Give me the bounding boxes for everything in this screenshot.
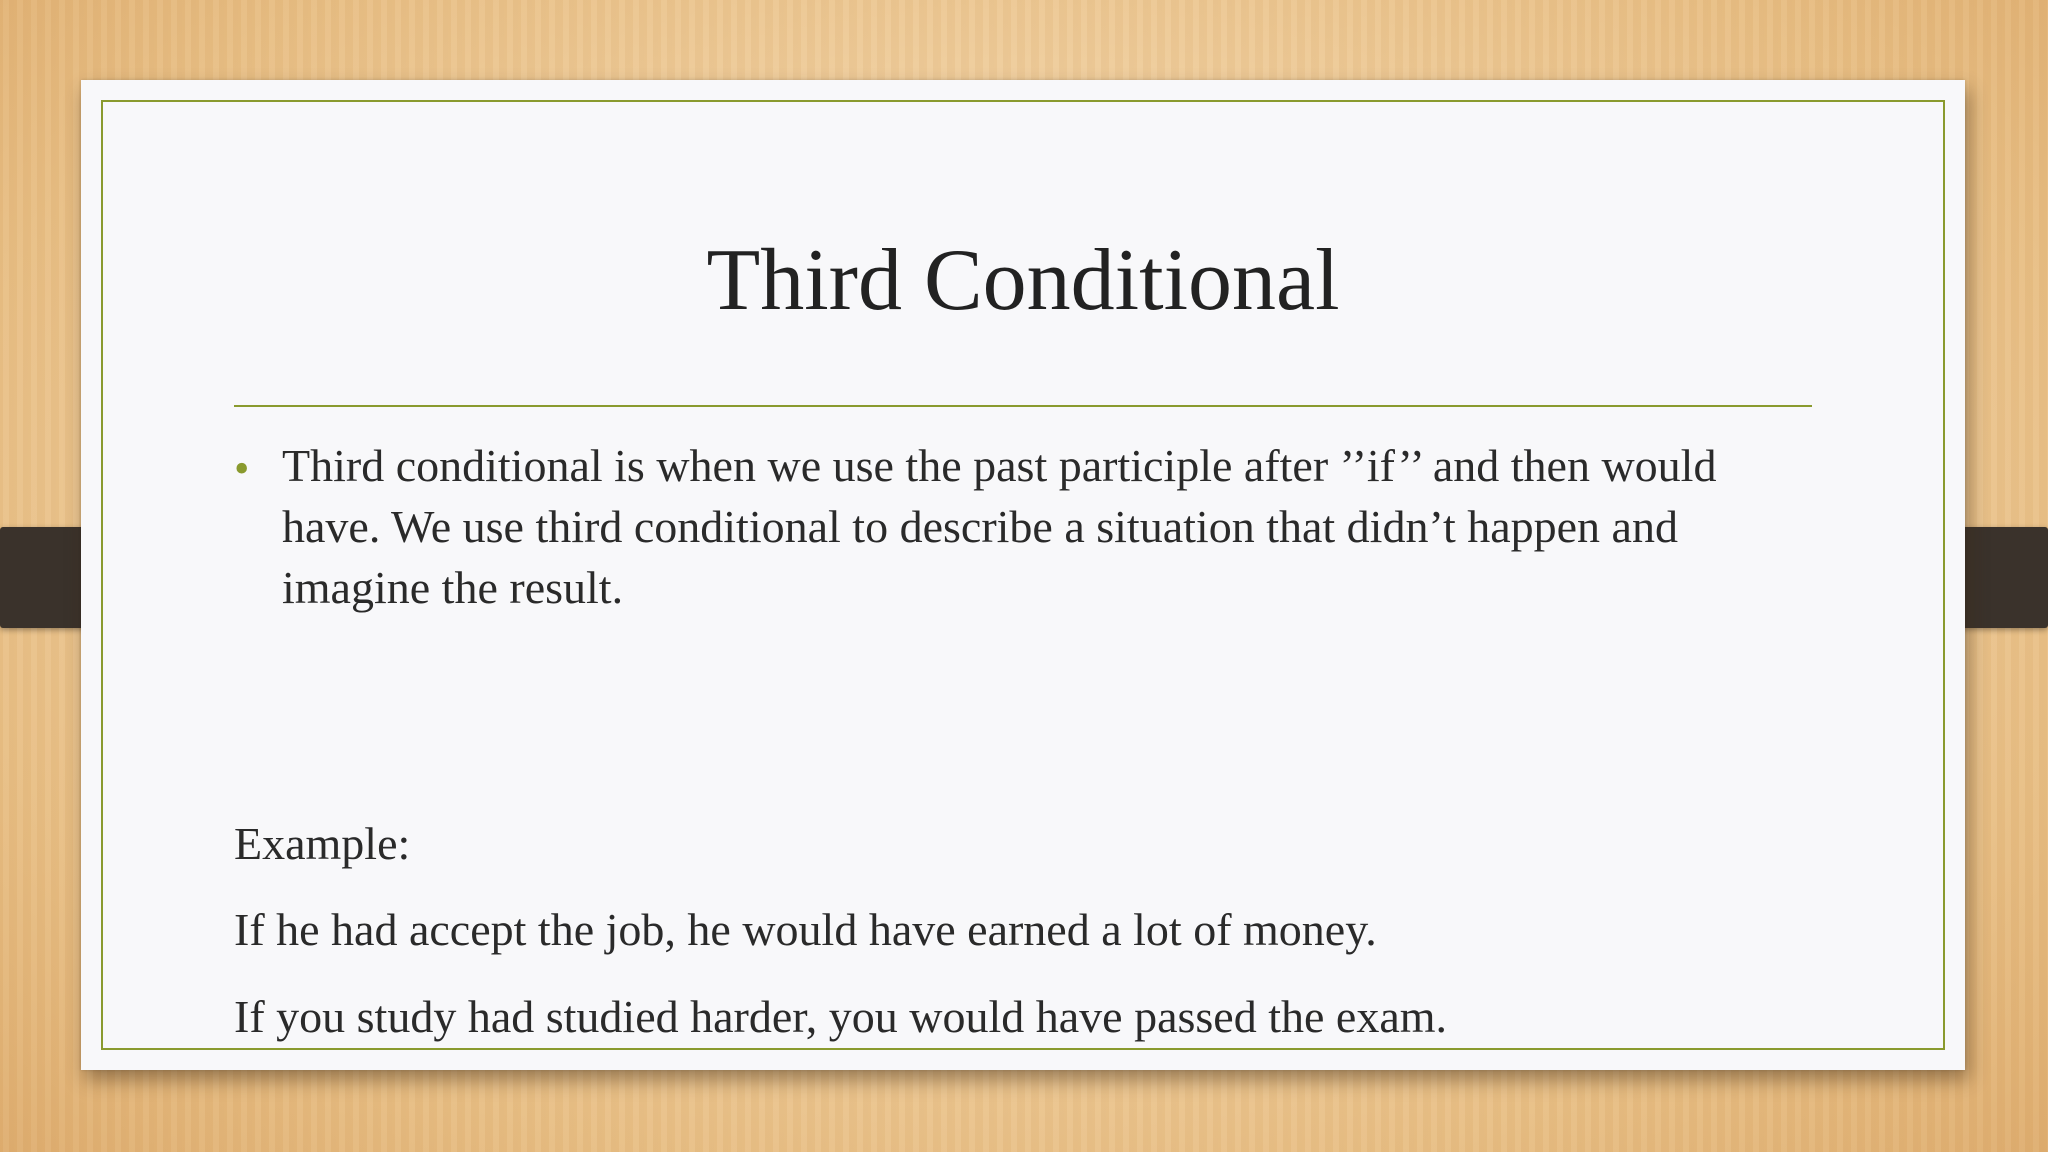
bullet-item <box>234 435 1794 618</box>
bullet-text: Third conditional is when we use the past participle after ’’if’’ and then would have. We use third conditional to describe a situation that didn’t happen and imagine the result. <box>282 440 1717 613</box>
slide-card <box>81 80 1965 1070</box>
bullet-dot-icon: • <box>234 444 250 493</box>
example-label: Example: <box>234 818 411 869</box>
example-sentence-2: If you study had studied harder, you would have passed the exam. <box>234 991 1448 1042</box>
example-sentence-1: If he had accept the job, he would have earned a lot of money. <box>234 904 1377 955</box>
slide-title: Third Conditional <box>706 232 1340 329</box>
title-divider <box>234 405 1812 407</box>
